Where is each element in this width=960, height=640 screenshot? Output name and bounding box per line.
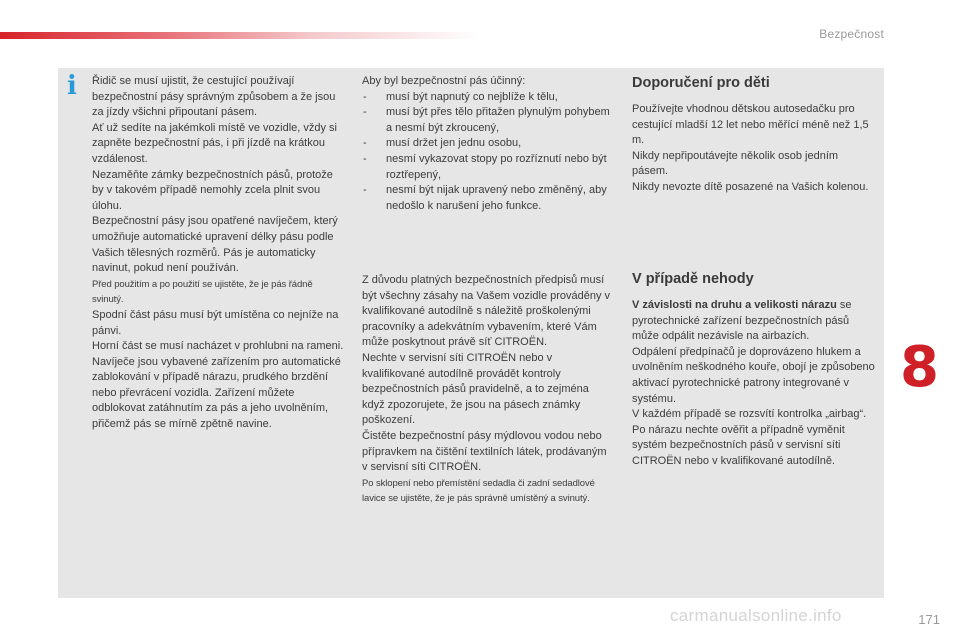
accident-column [632, 270, 877, 470]
paragraph: Nezaměňte zámky bezpečnostních pásů, protože by v takovém případě nemohly zcela plnit svou úlohu. [92, 168, 333, 212]
paragraph: Po nárazu nechte ověřit a případně vyměnit systém bezpečnostních pásů v servisní síti CITROËN nebo v kvalifikované autodílně. [632, 423, 845, 467]
list-item: - nesmí být nijak upravený nebo změněný, aby nedošlo k narušení jeho funkce. [362, 183, 612, 214]
paragraph: Řidič se musí ujistit, že cestující používají bezpečnostní pásy správným způsobem a že jsou za jízdy všichni připoutaní pásem. [92, 75, 336, 119]
list-item: - musí držet jen jednu osobu, [362, 136, 612, 152]
small-note: Před použitím a po použití se ujistěte, že je pás řádně svinutý. [92, 278, 313, 306]
section-heading: V případě nehody [632, 271, 754, 287]
small-note: Po sklopení nebo přemístění sedadla či zadní sedadlové lavice se ujistěte, že je pás správně umístěný a svinutý. [362, 477, 595, 505]
requirements-list [362, 90, 612, 215]
paragraph: Navíječe jsou vybavené zařízením pro automatické zablokování v případě nárazu, prudkého brzdění nebo převrácení vozidla. Zařízení můžete odblokovat zatáhnutím za pás a jeho uvolněním, přičemž pás se mírně zpětně navine. [92, 355, 341, 431]
info-icon: i [67, 71, 77, 101]
list-item: - musí být napnutý co nejblíže k tělu, [362, 90, 612, 106]
paragraph: Odpálení předpínačů je doprovázeno hlukem a uvolněním neškodného kouře, obojí je způsobeno aktivací pyrotechnické patrony integrované v systému. [632, 345, 875, 405]
children-advice-column [632, 74, 877, 196]
paragraph: Nikdy nevozte dítě posazené na Vašich kolenou. [632, 180, 869, 193]
paragraph: V každém případě se rozsvítí kontrolka „airbag“. [632, 408, 867, 421]
watermark: carmanualsonline.info [670, 606, 842, 625]
paragraph: Horní část se musí nacházet v prohlubni na rameni. [92, 340, 344, 353]
paragraph: Bezpečnostní pásy jsou opatřené navíječem, který umožňuje automatické upravení délky pásu podle Vašich tělesných rozměrů. Pás je automaticky navinut, pokud není používán. [92, 215, 338, 275]
lead-rest: se pyrotechnické zařízení bezpečnostních pásů může odpálit nezávisle na airbazích. [632, 299, 852, 343]
paragraph [632, 298, 877, 345]
paragraph: Nechte v servisní síti CITROËN nebo v kvalifikované autodílně provádět kontroly bezpečnostních pásů pravidelně, a to zejména když zpozorujete, že jsou na pásech známky poškození. [362, 351, 589, 427]
section-title: Bezpečnost [819, 27, 884, 41]
seatbelt-effectiveness-column [362, 74, 612, 214]
maintenance-column [362, 273, 612, 507]
page-number: 171 [918, 612, 940, 627]
seatbelt-usage-column [92, 74, 344, 433]
chapter-number: 8 [900, 335, 939, 400]
section-heading: Doporučení pro děti [632, 75, 770, 91]
list-intro: Aby byl bezpečnostní pás účinný: [362, 75, 526, 87]
bold-lead: V závislosti na druhu a velikosti nárazu [632, 299, 837, 311]
paragraph: Spodní část pásu musí být umístěna co nejníže na pánvi. [92, 308, 339, 337]
paragraph: Z důvodu platných bezpečnostních předpisů musí být všechny zásahy na Vašem vozidle prováděny v kvalifikované autodílně s náležitě proškolenými pracovníky a adekvátním vybavením, které Vám může poskytnout právě síť CITROËN. [362, 274, 611, 349]
header-accent-bar [0, 32, 480, 39]
paragraph: Nikdy nepřipoutávejte několik osob jedním pásem. [632, 149, 839, 178]
list-item: - nesmí vykazovat stopy po rozříznutí nebo být roztřepený, [362, 152, 612, 183]
paragraph: Používejte vhodnou dětskou autosedačku pro cestující mladší 12 let nebo měřící méně než 1,5 m. [632, 103, 869, 147]
list-item: - musí být přes tělo přitažen plynulým pohybem a nesmí být zkroucený, [362, 105, 612, 136]
paragraph: Čistěte bezpečnostní pásy mýdlovou vodou nebo přípravkem na čištění textilních látek, prodávaným v servisní síti CITROËN. [362, 429, 607, 474]
paragraph: Ať už sedíte na jakémkoli místě ve vozidle, vždy si zapněte bezpečnostní pás, i při jízdě na krátkou vzdálenost. [92, 121, 338, 165]
